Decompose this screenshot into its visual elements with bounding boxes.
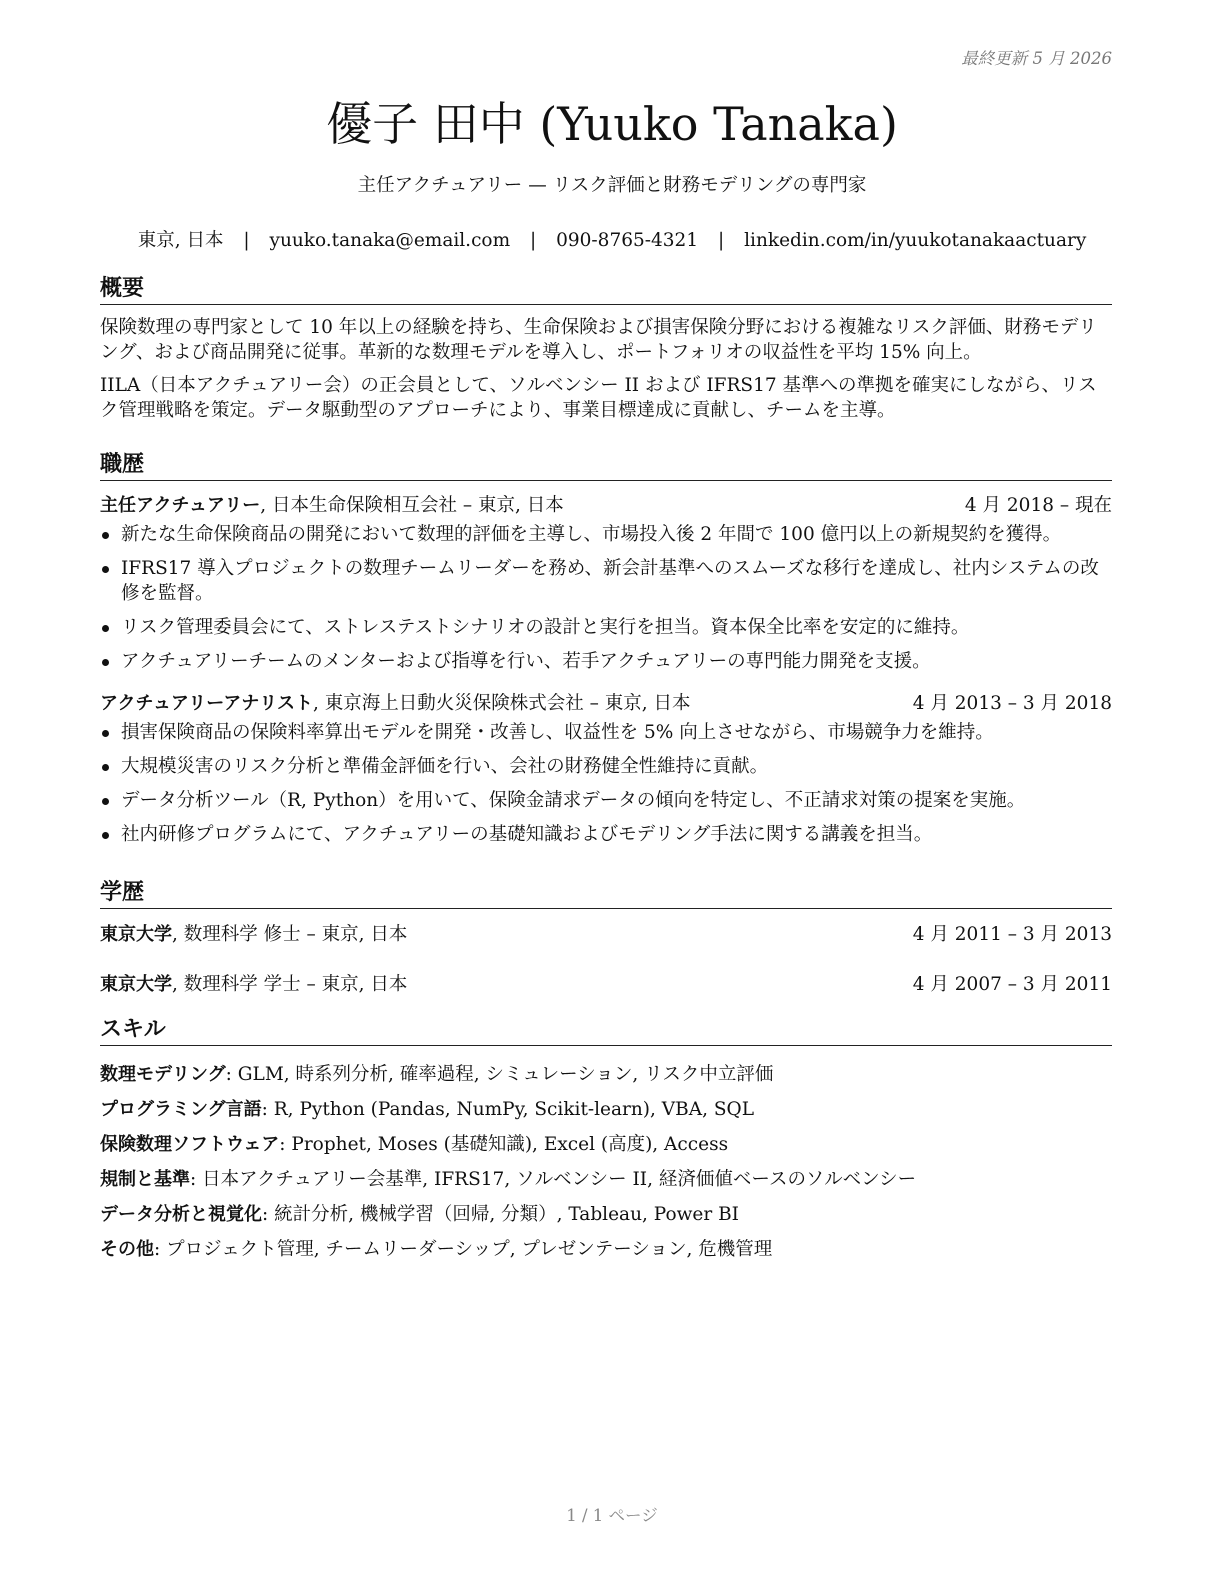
job-bullets (100, 720, 1112, 847)
last-updated-label: 最終更新 (961, 49, 1028, 68)
education-entry (100, 972, 1112, 998)
job-header (100, 691, 1112, 717)
page-indicator: 1 / 1 ページ (566, 1506, 658, 1525)
education-school: 東京大学 (100, 924, 172, 945)
summary-paragraph: IILA（日本アクチュアリー会）の正会員として、ソルベンシー II および IFRS17 基準への準拠を確実にしながら、リスク管理戦略を策定。データ駆動型のアプローチにより、事業目標達成に貢献し、チームを主導。 (100, 375, 1097, 421)
contact-separator: | (718, 230, 725, 251)
job-role: アクチュアリーアナリスト (100, 693, 313, 714)
skill-row (100, 1237, 1112, 1262)
skill-values: : 日本アクチュアリー会基準, IFRS17, ソルベンシー II, 経済価値ベースのソルベンシー (190, 1169, 917, 1190)
skills-section (100, 1017, 1112, 1272)
skill-row (100, 1202, 1112, 1227)
education-dates: 4 月 2011 – 3 月 2013 (912, 924, 1112, 945)
list-item: 社内研修プログラムにて、アクチュアリーの基礎知識およびモデリング手法に関する講義を担当。 (100, 822, 1112, 847)
section-title-education: 学歴 (100, 880, 1112, 909)
list-item: 損害保険商品の保険料率算出モデルを開発・改善し、収益性を 5% 向上させながら、市場競争力を維持。 (100, 720, 1112, 745)
education-school: 東京大学 (100, 974, 172, 995)
experience-section (100, 452, 1112, 856)
contact-line (0, 226, 1224, 252)
list-item: 大規模災害のリスク分析と準備金評価を行い、会社の財務健全性維持に貢献。 (100, 754, 1112, 779)
contact-separator: | (243, 230, 250, 251)
skill-category: プログラミング言語 (100, 1099, 262, 1120)
skill-category: データ分析と視覚化 (100, 1204, 262, 1225)
job-dates: 4 月 2013 – 3 月 2018 (912, 693, 1112, 714)
skill-row (100, 1167, 1112, 1192)
skills-list (100, 1062, 1112, 1262)
skill-row (100, 1062, 1112, 1087)
summary-paragraph: 保険数理の専門家として 10 年以上の経験を持ち、生命保険および損害保険分野における複雑なリスク評価、財務モデリング、および商品開発に従事。革新的な数理モデルを導入し、ポートフォリオの収益性を平均 15% 向上。 (100, 317, 1097, 363)
list-item: IFRS17 導入プロジェクトの数理チームリーダーを務め、新会計基準へのスムーズな移行を達成し、社内システムの改修を監督。 (100, 556, 1112, 606)
contact-separator: | (530, 230, 537, 251)
job-entry (100, 691, 1112, 847)
contact-location: 東京, 日本 (137, 230, 224, 251)
section-title-experience: 職歴 (100, 452, 1112, 481)
section-title-summary: 概要 (100, 276, 1112, 305)
skill-category: 保険数理ソフトウェア (100, 1134, 280, 1155)
contact-email[interactable]: yuuko.tanaka@email.com (269, 230, 511, 251)
job-header (100, 493, 1112, 519)
skill-values: : 統計分析, 機械学習（回帰, 分類）, Tableau, Power BI (262, 1204, 739, 1225)
contact-linkedin[interactable]: linkedin.com/in/yuukotanakaactuary (744, 230, 1087, 251)
list-item: データ分析ツール（R, Python）を用いて、保険金請求データの傾向を特定し、不正請求対策の提案を実施。 (100, 788, 1112, 813)
skill-category: その他 (100, 1239, 154, 1260)
education-entry (100, 922, 1112, 948)
skill-category: 規制と基準 (100, 1169, 190, 1190)
skill-values: : R, Python (Pandas, NumPy, Scikit-learn), VBA, SQL (261, 1099, 754, 1120)
last-updated-year: 2026 (1070, 49, 1112, 68)
skill-row (100, 1097, 1112, 1122)
education-detail: , 数理科学 学士 – 東京, 日本 (172, 974, 408, 995)
list-item: リスク管理委員会にて、ストレステストシナリオの設計と実行を担当。資本保全比率を安定的に維持。 (100, 615, 1112, 640)
job-dates: 4 月 2018 – 現在 (964, 495, 1112, 516)
job-org: , 東京海上日動火災保険株式会社 – 東京, 日本 (312, 693, 691, 714)
skill-category: 数理モデリング (100, 1064, 226, 1085)
education-school-degree (100, 972, 407, 998)
education-school-degree (100, 922, 407, 948)
headline: 主任アクチュアリー — リスク評価と財務モデリングの専門家 (357, 175, 867, 196)
person-name: 優子 田中 (Yuuko Tanaka) (326, 97, 898, 151)
section-title-skills: スキル (100, 1017, 1112, 1046)
education-section (100, 880, 1112, 998)
last-updated (961, 45, 1112, 69)
summary-section (100, 276, 1112, 423)
job-title-org (100, 691, 691, 717)
skill-values: : プロジェクト管理, チームリーダーシップ, プレゼンテーション, 危機管理 (154, 1239, 773, 1260)
job-org: , 日本生命保険相互会社 – 東京, 日本 (260, 495, 564, 516)
list-item: 新たな生命保険商品の開発において数理的評価を主導し、市場投入後 2 年間で 100 億円以上の新規契約を獲得。 (100, 522, 1112, 547)
skill-row (100, 1132, 1112, 1157)
job-title-org (100, 493, 564, 519)
education-dates: 4 月 2007 – 3 月 2011 (912, 974, 1112, 995)
job-role: 主任アクチュアリー (100, 495, 261, 516)
skill-values: : Prophet, Moses (基礎知識), Excel (高度), Access (279, 1134, 729, 1155)
last-updated-month: 5 月 (1032, 49, 1065, 68)
list-item: アクチュアリーチームのメンターおよび指導を行い、若手アクチュアリーの専門能力開発を支援。 (100, 649, 1112, 674)
contact-phone: 090-8765-4321 (556, 230, 699, 251)
job-bullets (100, 522, 1112, 674)
skill-values: : GLM, 時系列分析, 確率過程, シミュレーション, リスク中立評価 (225, 1064, 774, 1085)
education-detail: , 数理科学 修士 – 東京, 日本 (172, 924, 408, 945)
job-entry (100, 493, 1112, 674)
